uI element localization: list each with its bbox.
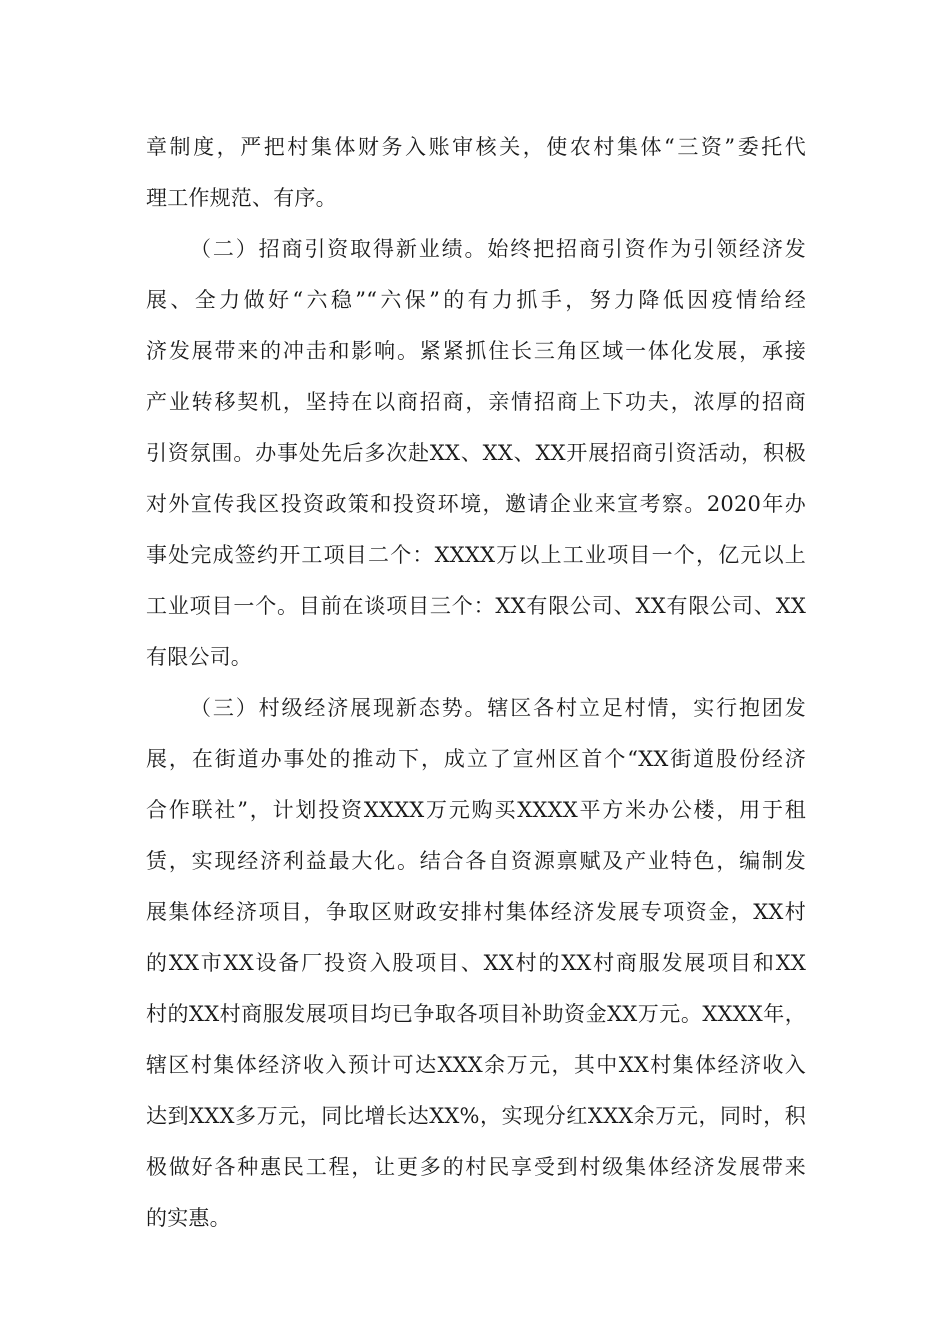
paragraph-line: 工业项目一个。目前在谈项目三个：XX有限公司、XX有限公司、XX [146,594,806,618]
paragraph-line: 展集体经济项目，争取区财政安排村集体经济发展专项资金，XX村 [146,900,806,924]
paragraph-line: 的XX市XX设备厂投资入股项目、XX村的XX村商服发展项目和XX [146,951,806,975]
paragraph-line: 村的XX村商服发展项目均已争取各项目补助资金XX万元。XXXX年， [146,1002,806,1026]
paragraph-line: 理工作规范、有序。 [146,186,337,210]
paragraph-line: 有限公司。 [146,645,252,669]
section-heading-line: （三）村级经济展现新态势。辖区各村立足村情，实行抱团发 [190,696,806,720]
paragraph-line: 极做好各种惠民工程，让更多的村民享受到村级集体经济发展带来 [146,1155,806,1179]
paragraph-line: 展、全力做好“六稳”“六保”的有力抓手，努力降低因疫情给经 [146,288,806,312]
paragraph-line: 展，在街道办事处的推动下，成立了宣州区首个“XX街道股份经济 [146,747,806,771]
paragraph-line: 济发展带来的冲击和影响。紧紧抓住长三角区域一体化发展，承接 [146,339,806,363]
paragraph-line: 章制度，严把村集体财务入账审核关，使农村集体“三资”委托代 [146,135,806,159]
paragraph-line: 引资氛围。办事处先后多次赴XX、XX、XX开展招商引资活动，积极 [146,441,806,465]
paragraph-line: 赁，实现经济利益最大化。结合各自资源禀赋及产业特色，编制发 [146,849,806,873]
paragraph-line: 达到XXX多万元，同比增长达XX%，实现分红XXX余万元，同时，积 [146,1104,806,1128]
paragraph-line: 合作联社”，计划投资XXXX万元购买XXXX平方米办公楼，用于租 [146,798,806,822]
paragraph-line: 的实惠。 [146,1206,231,1230]
paragraph-line: 对外宣传我区投资政策和投资环境，邀请企业来宣考察。2020年办 [146,492,806,516]
paragraph-line: 事处完成签约开工项目二个：XXXX万以上工业项目一个，亿元以上 [146,543,806,567]
section-heading-line: （二）招商引资取得新业绩。始终把招商引资作为引领经济发 [190,237,806,261]
paragraph-line: 产业转移契机，坚持在以商招商，亲情招商上下功夫，浓厚的招商 [146,390,806,414]
paragraph-line: 辖区村集体经济收入预计可达XXX余万元，其中XX村集体经济收入 [146,1053,806,1077]
